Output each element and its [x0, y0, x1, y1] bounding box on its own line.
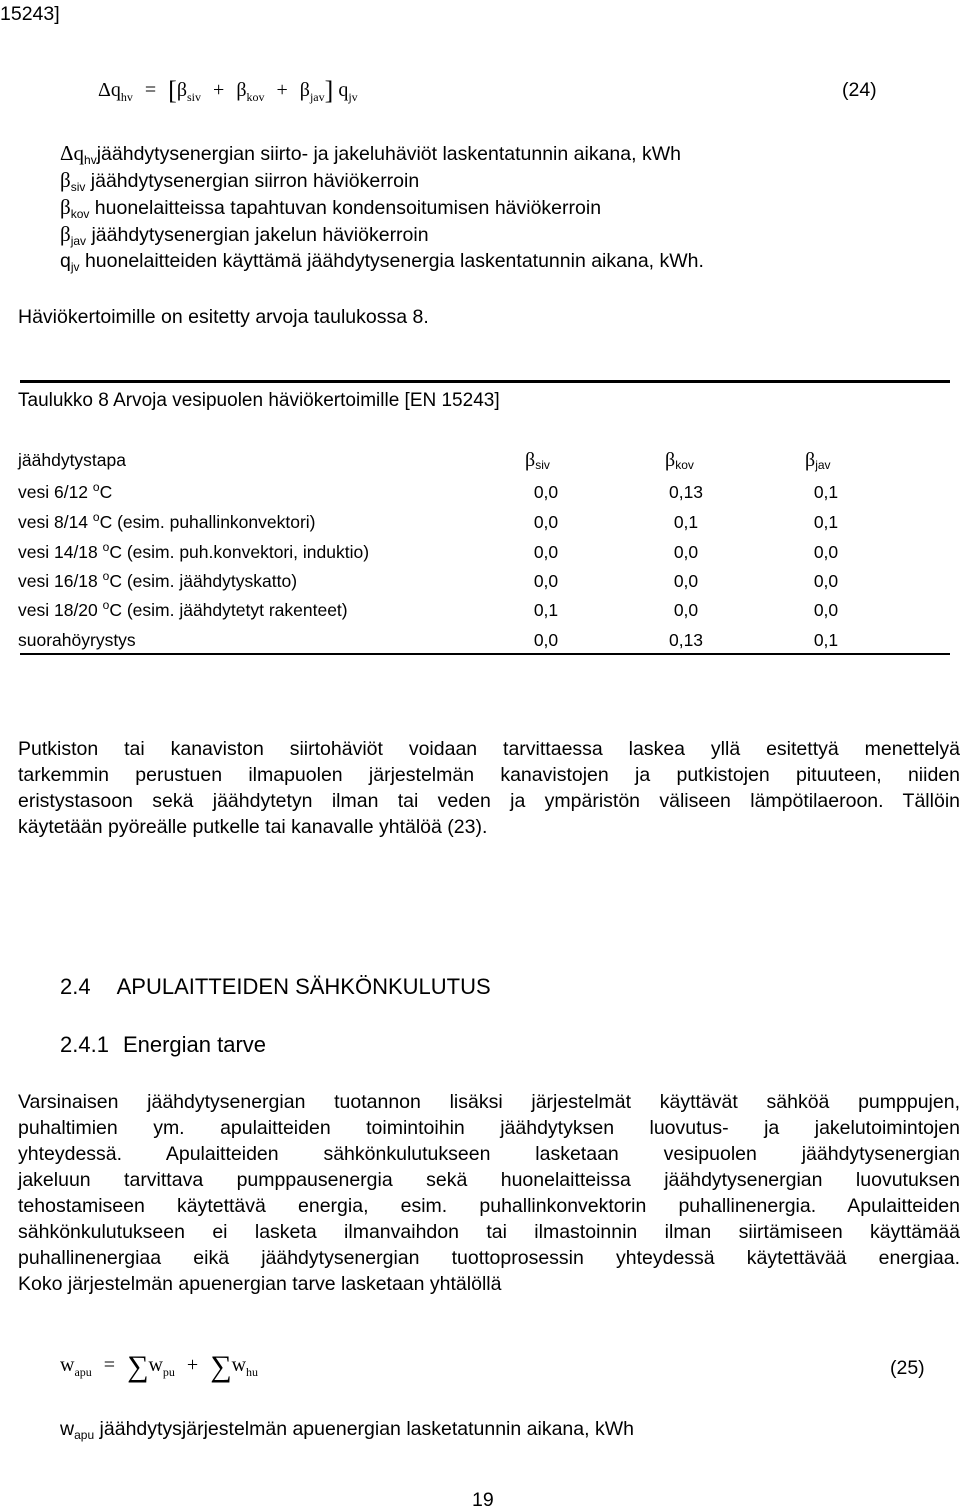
- equation-24-number: (24): [842, 79, 877, 101]
- table-top-rule: [20, 380, 950, 383]
- definition-symbol: Δq: [60, 141, 85, 165]
- table-cell: 0,1: [813, 482, 839, 502]
- paragraph-transmission-losses: [18, 736, 960, 840]
- eq24-beta1: β: [176, 79, 188, 101]
- table-cell: 0,1: [533, 600, 559, 620]
- paragraph-auxiliary-energy: [18, 1089, 960, 1297]
- eq24-lhs-sub: hv: [120, 90, 133, 104]
- table-cell: 0,0: [813, 600, 839, 620]
- degree-mark: o: [102, 598, 110, 612]
- eq24-beta3-sub: jav: [309, 90, 325, 104]
- section-heading: [60, 974, 491, 1000]
- definition-subscript: kov: [70, 207, 90, 221]
- table-header-label: jäähdytystapa: [18, 450, 126, 470]
- paragraph-line: Varsinaisen jäähdytysenergian tuotannon lisäksi järjestelmät käyttävät sähköä pumppujen,: [18, 1091, 960, 1113]
- paragraph-line: eristystasoon sekä jäähdytetyn ilman tai veden ja ympäristön väliseen lämpötilaeroon. Tällöin: [18, 790, 960, 812]
- eq25-term1-sub: pu: [162, 1365, 175, 1379]
- eq25-equals: =: [103, 1354, 116, 1376]
- definition-subscript: jv: [70, 260, 80, 274]
- table-row-label: [18, 542, 369, 563]
- table-cell: 0,0: [813, 571, 839, 591]
- eq24-q: q: [338, 79, 349, 101]
- table-cell: 0,13: [668, 482, 704, 502]
- definition-text: jäähdytysenergian jakelun häviökerroin: [86, 224, 429, 246]
- definition-symbol: β: [60, 222, 71, 246]
- definition-item: [60, 194, 704, 221]
- row-label-text: suorahöyrystys: [18, 630, 136, 650]
- definition-text: jäähdytysenergian siirron häviökerroin: [85, 170, 420, 192]
- table-bottom-rule: [20, 653, 950, 655]
- eq25-w: w: [60, 1354, 75, 1376]
- eq24-equals: =: [144, 79, 157, 101]
- table-cell: 0,0: [533, 630, 559, 650]
- paragraph-line: puhallinenergiaa eikä jäähdytysenergian tuottoprosessin yhteydessä käytettävää energiaa.: [18, 1247, 960, 1269]
- table-row-label: [18, 512, 316, 533]
- degree-mark: o: [92, 510, 100, 524]
- paragraph-line: yhteydessä. Apulaitteiden sähkönkulutukseen lasketaan vesipuolen jäähdytysenergian: [18, 1143, 960, 1165]
- eq24-plus2: +: [276, 79, 288, 101]
- table-cell: 0,1: [813, 512, 839, 532]
- degree-mark: o: [92, 480, 100, 494]
- table-cell: 0,0: [533, 482, 559, 502]
- definition-wapu: [60, 1417, 634, 1441]
- row-label-text: vesi 16/18: [18, 571, 103, 591]
- table-cell: 0,0: [533, 571, 559, 591]
- section-number: 2.4: [60, 974, 91, 999]
- beta-subscript: kov: [675, 458, 694, 472]
- definition-subscript: hv: [84, 153, 97, 167]
- definition-subscript: apu: [74, 1428, 95, 1442]
- row-label-text: vesi 6/12: [18, 482, 93, 502]
- beta-symbol: β: [665, 449, 676, 471]
- paragraph-line: sähkönkulutukseen ei lasketa ilmanvaihdon tai ilmastoinnin ilman siirtämiseen käyttämää: [18, 1221, 960, 1243]
- definition-item: [60, 140, 704, 167]
- table-header-kov: [665, 449, 694, 472]
- definition-symbol: β: [60, 168, 71, 192]
- eq24-beta2-sub: kov: [246, 90, 265, 104]
- eq25-sum-1: ∑: [127, 1350, 149, 1383]
- degree-mark: o: [102, 569, 110, 583]
- beta-symbol: β: [805, 449, 816, 471]
- definition-symbol: w: [60, 1418, 75, 1440]
- subsection-number: 2.4.1: [60, 1032, 109, 1057]
- definition-subscript: siv: [70, 180, 86, 194]
- row-label-text: vesi 14/18: [18, 542, 103, 562]
- table-cell: 0,13: [668, 630, 704, 650]
- eq25-w: w: [231, 1354, 247, 1376]
- table-caption: Taulukko 8 Arvoja vesipuolen häviökertoimille [EN 15243]: [18, 390, 500, 411]
- paragraph-line: jakeluun tarvittava pumppausenergia sekä huonelaitteissa jäähdytysenergian luovutuksen: [18, 1169, 960, 1191]
- table-cell: 0,0: [533, 512, 559, 532]
- paragraph-line: puhaltimien ym. apulaitteiden toimintoihin jäähdytyksen luovutus- ja jakelutoimintojen: [18, 1117, 960, 1139]
- definition-text: huonelaitteiden käyttämä jäähdytysenergia laskentatunnin aikana, kWh.: [79, 250, 704, 272]
- paragraph-line: Koko järjestelmän apuenergian tarve lasketaan yhtälöllä: [18, 1273, 502, 1295]
- header-fragment: 15243]: [0, 3, 60, 25]
- definition-list: [60, 140, 704, 275]
- beta-subscript: siv: [535, 458, 550, 472]
- eq24-beta2: β: [236, 79, 247, 101]
- table-cell: 0,0: [533, 542, 559, 562]
- eq25-plus: +: [186, 1354, 199, 1376]
- table-header-siv: [525, 449, 550, 472]
- table-cell: 0,1: [813, 630, 839, 650]
- eq25-lhs-sub: apu: [74, 1365, 92, 1379]
- paragraph-line: käytetään pyöreälle putkelle tai kanavalle yhtälöä (23).: [18, 816, 488, 838]
- table-cell: 0,0: [813, 542, 839, 562]
- table-header-jav: [805, 449, 831, 472]
- subsection-title: Energian tarve: [122, 1032, 267, 1057]
- paragraph-line: tarkemmin perustuen ilmapuolen järjestelmän kanavistojen ja putkistojen pituuteen, niiden: [18, 764, 960, 786]
- definition-item: [60, 221, 704, 248]
- definition-text: huonelaitteissa tapahtuvan kondensoitumisen häviökerroin: [89, 197, 602, 219]
- beta-subscript: jav: [815, 458, 831, 472]
- eq24-beta1-sub: siv: [187, 90, 202, 104]
- table-cell: 0,0: [673, 600, 699, 620]
- eq24-beta3: β: [299, 79, 310, 101]
- row-label-text: vesi 8/14: [18, 512, 93, 532]
- definition-item: [60, 248, 704, 275]
- definition-text: jäähdytysenergian siirto- ja jakeluhäviöt laskentatunnin aikana, kWh: [96, 143, 681, 165]
- row-label-text: C (esim. puh.konvektori, induktio): [109, 542, 370, 562]
- eq24-close-bracket: ]: [324, 76, 334, 105]
- definition-text: jäähdytysjärjestelmän apuenergian lasketatunnin aikana, kWh: [94, 1418, 634, 1440]
- equation-24: [98, 76, 358, 106]
- paragraph-line: tehostamiseen käytettävä energia, esim. puhallinkonvektorin puhallinenergia. Apulaitteiden: [18, 1195, 960, 1217]
- table-row-label: [18, 630, 136, 651]
- table-row-label: [18, 571, 297, 592]
- eq25-w: w: [148, 1354, 163, 1376]
- eq25-term2-sub: hu: [246, 1365, 259, 1379]
- eq25-sum-2: ∑: [210, 1350, 232, 1383]
- row-label-text: C (esim. jäähdytetyt rakenteet): [109, 600, 348, 620]
- eq24-lhs: Δq: [98, 79, 121, 101]
- table-cell: 0,1: [673, 512, 699, 532]
- definition-symbol: q: [60, 250, 71, 272]
- table-cell: 0,0: [673, 542, 699, 562]
- definition-subscript: jav: [70, 234, 87, 248]
- eq24-q-sub: jv: [348, 90, 358, 104]
- table-row-label: [18, 600, 348, 621]
- row-label-text: C (esim. jäähdytyskatto): [109, 571, 298, 591]
- page-number: 19: [472, 1489, 494, 1511]
- intro-line: Häviökertoimille on esitetty arvoja taulukossa 8.: [18, 306, 429, 328]
- row-label-text: vesi 18/20: [18, 600, 103, 620]
- row-label-text: C: [99, 482, 113, 502]
- equation-25-number: (25): [890, 1357, 925, 1379]
- subsection-heading: [60, 1032, 266, 1058]
- definition-item: [60, 167, 704, 194]
- equation-25: [60, 1350, 258, 1384]
- section-title: APULAITTEIDEN SÄHKÖNKULUTUS: [116, 974, 491, 999]
- paragraph-line: Putkiston tai kanaviston siirtohäviöt voidaan tarvittaessa laskea yllä esitettyä menettelyä: [18, 738, 960, 760]
- degree-mark: o: [102, 540, 110, 554]
- table-row-label: [18, 482, 112, 503]
- table-cell: 0,0: [673, 571, 699, 591]
- row-label-text: C (esim. puhallinkonvektori): [99, 512, 316, 532]
- beta-symbol: β: [525, 449, 536, 471]
- eq24-plus1: +: [213, 79, 225, 101]
- definition-symbol: β: [60, 195, 71, 219]
- eq24-open-bracket: [: [168, 76, 177, 105]
